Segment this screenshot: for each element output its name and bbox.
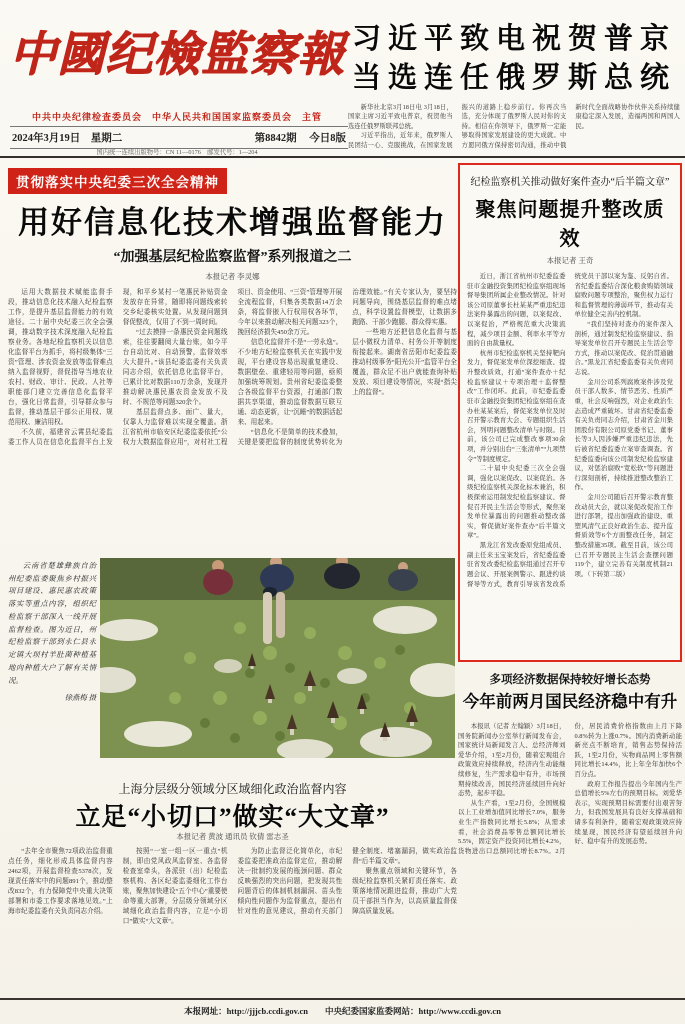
photo-caption [8,560,96,748]
economy-kicker: 多项经济数据保持较好增长态势 [489,674,651,686]
pages-count: 今日8版 [309,133,346,144]
lead-byline: 本报记者 李灵娜 [205,272,260,281]
boxed-article [458,163,682,662]
top-story-headline [346,20,682,97]
date-text: 2024年3月19日 星期二 [12,133,123,144]
shanghai-kicker: 上海分层级分领域分区域细化政治监督内容 [118,782,347,796]
boxed-body: 近日，浙江省杭州市纪委监委驻市金融投资集团纪检监察组现场督导集团所属企业整改情况。针对该公司原董事长杜某某严重违纪违法案件暴露出的问题，以案促改、以案促治，严格规范重大决策流程，减少项目金额、利率水平等方面的自由裁量权。 杭州市纪检监察机关坚持靶向发力，督促案发单位深挖细查、提升整改质效，打通“案件查办＋纪检监察建议＋专项治理＋监督整改”工作闭环。此前，市纪委监委驻市金融投资集团纪检监察组在查办杜某某案后，督促案发单位及时召开警示教育大会、专题组织生活会，列明问题整改清单与时限。目前，该公司已完成整改事项30余项，并分别出台“三张清单”“九项禁令”等制度规定。 二十届中央纪委三次全会强调，强化以案促改、以案促治。各级纪检监察机关深化标本兼治，积极探索运用制发纪检监察建议、督促召开民主生活会等形式，聚焦案发单位暴露出的问题推动整改落实，督促做好案件查办“后半篇文章”。 黑龙江省发改委原党组成员、副主任来玉宝案发后，省纪委监委驻省发改委纪检监察组通过召开专题会议、开展案例警示、跟进约谈督导等方式，教育引导该省发改系统党员干部以案为鉴、反躬自省。省纪委监委结合深化粮食购销领域腐败问题专项整治，聚焦权力运行和监督管理的薄弱环节，推动有关单位健全完善内控机制。 “我们坚持对查办的案件深入剖析，通过制发纪检监察建议、指导案发单位召开专题民主生活会等方式，推动以案促改、促治贯通融合。”黑龙江省纪委监委有关负责同志说。 金川公司系列腐败案件涉及党员干部人数多、情节恶劣、性质严重，社会反响强烈，对企业政治生态造成严重破坏。甘肃省纪委监委有关负责同志介绍，甘肃省金川集团股份有限公司原党委书记、董事长等3人因涉嫌严重违纪违法，先后被省纪委监委立案审查调查。省纪委监委向该公司制发纪检监察建议，对惩治腐败“宽松软”等问题进行深刻剖析，持续推进整改整治工作。 金川公司随后召开警示教育整改动员大会，就以案促改促治工作进行部署，提出加强政治建设、重塑风清气正良好政治生态、提升监督质效等6个方面整改任务，制定整改措施35项。截至目前，该公司已召开专题民主生活会查摆问题119个，建立完善有关制度机制21项。（下转第二版） [467,273,673,588]
field-photo-illustration [100,558,455,758]
lead-body: 运用大数据技术赋能监督手段，推动信息化技术融入纪检监察工作，是提升基层监督能力的有效途径。二十届中央纪委三次全会强调，推动数字技术深度融入纪检监察业务。各地纪检监察机关以信息化监督平台为抓手，将村级集体“三资”管理、涉农资金发放等监督难点纳入监督视野，督促指导当地农业农村、财政、审计、民政、人社等职能部门建立完善信息化监督平台，强化日常监督，引导群众参与监督，推动基层干部公正用权、规范用权、廉洁用权。 不久前，福建省云霄县纪委监委工作人员在信息化监督平台上发现，和平乡某村一笔惠民补贴资金发放存在异常，随即将问题线索转交乡纪委核实处置。从发现问题到督促整改，仅用了不到一周时间。 “过去摸排一条惠民资金问题线索，往往要翻阅大量台账，如今平台自动比对、自动预警，监督效率大大提升。”该县纪委监委有关负责同志介绍，依托信息化监督平台，已累计比对数据110万余条，发现并推动解决惠民惠农资金发放不及时、不规范等问题320余个。 基层监督点多、面广、量大，仅靠人力监督难以实现全覆盖。浙江省杭州市临安区纪委监委依托“公权力大数据监督应用”，对村社工程项目、资金使用、“三资”管理等开展全流程监督，归集各类数据14万余条，将监督嵌入行权用权各环节，今年以来推动解决相关问题323个，挽回经济损失450余万元。 信息化监督并不是“一劳永逸”。不少地方纪检监察机关在实践中发现，平台建设容易出现重复建设、数据壁垒、重建轻用等问题，亟须加强统筹规划。贵州省纪委监委整合各级监督平台资源，打通部门数据共享渠道，推动监督数据互联互通、动态更新，让“沉睡”的数据活起来、用起来。 “信息化不是简单的技术叠加，关键是要把监督的制度优势转化为治理效能。”有关专家认为，要坚持问题导向，围绕基层监督的难点堵点，科学设置监督模型，让数据多跑路、干部少跑腿、群众得实惠。 一些地方还把信息化监督与基层小微权力清单、村务公开等制度衔接起来。湖南省岳阳市纪委监委推动村级事务“阳光公开”监管平台全覆盖，群众足不出户就能查询补贴发放、项目建设等情况，实现“指尖上的监督”。 [8,289,457,447]
issue-number: 第8842期 [254,133,297,144]
supervisor-line: 中共中央纪律检查委员会 中华人民共和国国家监察委员会 主管 [31,112,322,122]
header-divider-rule [0,156,685,158]
publication-code: 国内统一连续出版物号：CN 11—0176 邮发代号：1—204 [96,149,258,156]
economy-headline: 今年前两月国民经济稳中有升 [462,692,678,711]
top-story-body: 新华社北京3月18日电 3月18日，国家主席习近平致电普京，祝贺他当选连任俄罗斯联邦总统。 习近平指出，近年来，俄罗斯人民团结一心、克服挑战，在国家发展振兴的道路上稳步前行。你再次当选，充分体现了俄罗斯人民对你的支持。相信在你领导下，俄罗斯一定能够取得国家发展建设的更大成就。中方愿同俄方保持密切沟通，推动中俄新时代全面战略协作伙伴关系持续健康稳定深入发展，造福两国和两国人民。 [348,104,680,149]
footer-divider-rule [0,998,685,1000]
masthead-title: 中國纪檢監察報 [9,29,345,81]
shanghai-headline: 立足“小切口”做实“大文章” [75,804,390,831]
shanghai-body: “去年全市聚焦72项政治监督重点任务，细化形成具体监督内容2462项，开展监督检查5378次，发现责任落实中的问题891个，推动整改832个，有力保障党中央重大决策部署和市委工作要求落地见效。”上海市纪委监委有关负责同志介绍。 按照“一室一组一区一重点”机制，即由党风政风监督室、各监督检查室牵头，各派驻（出）纪检监察机构、各区纪委监委细化工作台账，聚焦加快建设“五个中心”重要使命等重大部署，分层级分领域分区域细化政治监督内容，立足“小切口”做实“大文章”。 为防止监督泛化简单化，市纪委监委把准政治监督定位，推动解决一批制约发展的瓶颈问题、群众反映强烈的突出问题，把发现共性问题背后的体制机制漏洞、苗头性倾向性问题作为监督重点，提出有针对性的意见建议，推动有关部门健全制度、堵塞漏洞，做实政治监督“后半篇文章”。 聚焦重点领域和关键环节，各级纪检监察机关紧盯责任落实、政策落地情况跟进监督，推动广大党员干部担当作为，以高质量监督保障高质量发展。 [8,848,457,926]
economy-body: 本报讯（记者 左翰颖）3月18日，国务院新闻办公室举行新闻发布会，国家统计局新闻发言人、总经济师刘爱华介绍，1至2月份，随着宏观组合政策效应持续释放，经济内生动能继续修复，生产需求稳中有升，市场预期持续改善，国民经济延续回升向好态势，起步平稳。 从生产看，1至2月份，全国规模以上工业增加值同比增长7.0%，服务业生产指数同比增长5.8%；从需求看，社会消费品零售总额同比增长5.5%，固定资产投资同比增长4.2%，货物进出口总额同比增长8.7%。2月份，居民消费价格指数由上月下降0.8%转为上涨0.7%。国内消费新动能新亮点不断培育，销售态势保持活跃，1至2月份，实物商品网上零售额同比增长14.4%，比上年全年加快6个百分点。 政府工作报告提出今年国内生产总值增长5%左右的预期目标。刘爱华表示，实现预期目标需要付出艰苦努力，但我国发展具有良好支撑基础和诸多有利条件，随着宏观政策效应持续显现，国民经济有望延续回升向好、稳中有升的发展态势。 [458,723,682,855]
top-story-headline-line1: 习近平致电祝贺普京 [351,23,676,55]
dateline [10,126,348,149]
lead-subhead: “加强基层纪检监察监督”系列报道之二 [113,250,352,265]
footer-links: 本报网址：http://jjjcb.ccdi.gov.cn 中央纪委国家监委网站：http://www.ccdi.gov.cn [184,1006,501,1016]
field-photo [100,558,455,758]
shanghai-byline: 本报记者 黄波 通讯员 钦倩 雷志圣 [176,832,289,841]
lead-kicker: 贯彻落实中央纪委三次全会精神 [8,168,227,194]
boxed-byline: 本报记者 王奇 [546,256,594,265]
top-story-headline-line2: 当选连任俄罗斯总统 [351,61,676,94]
boxed-headline: 聚焦问题提升整改质效 [475,199,665,250]
lead-headline: 用好信息化技术增强监督能力 [18,205,447,241]
photo-credit: 徐燕梅 摄 [64,693,96,703]
boxed-kicker: 纪检监察机关推动做好案件查办“后半篇文章” [470,177,670,188]
photo-caption-text: 云南省楚雄彝族自治州纪委监委聚焦乡村振兴项目建设、惠民惠农政策落实等重点内容，组织纪检监察干部深入一线开展监督检查。图为近日，州纪检监察干部到永仁县永定镇大坝村羊肚菌种植基地向种植大户了解有关情况。 [8,561,96,685]
